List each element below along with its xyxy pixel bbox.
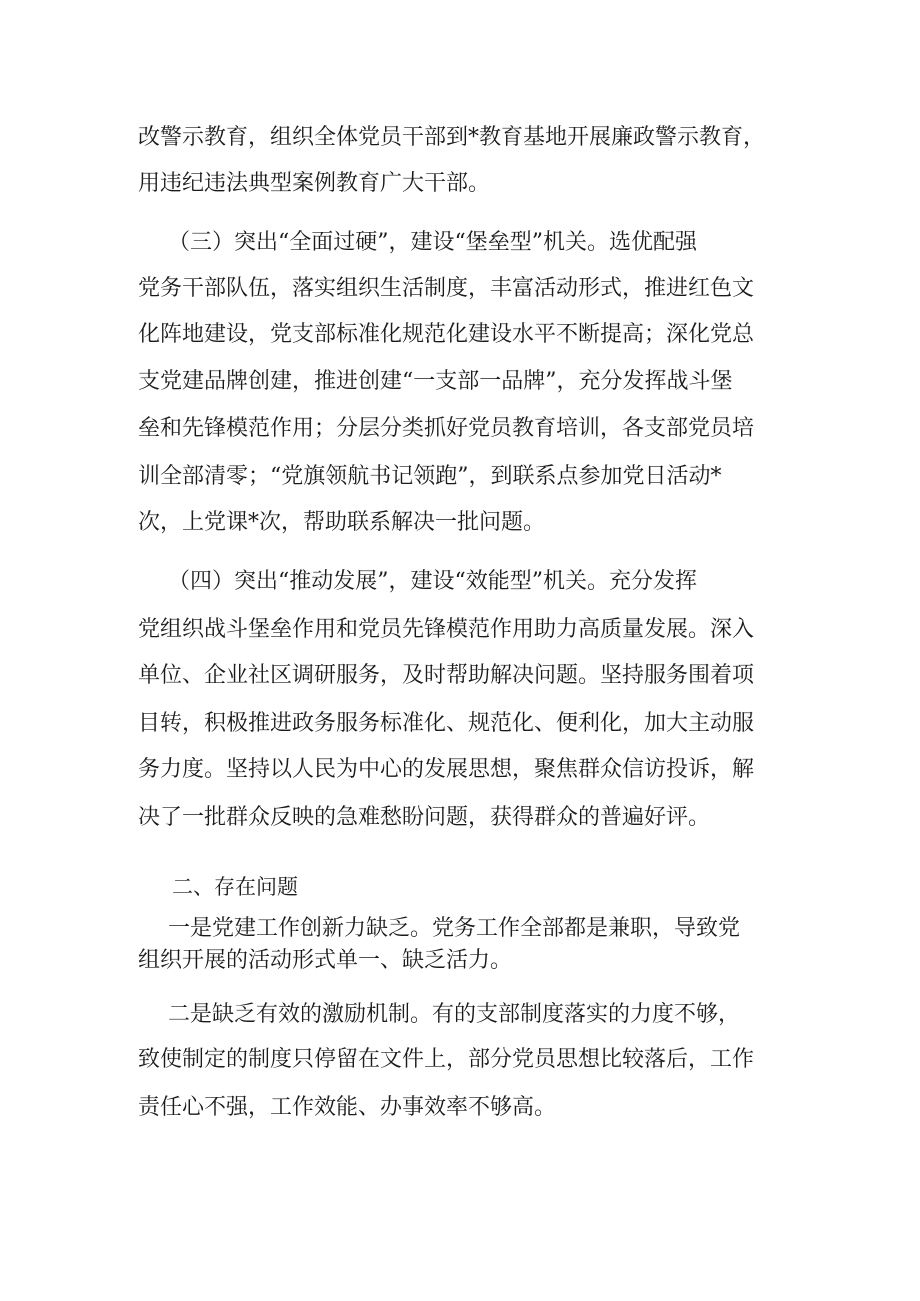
- text-line: （四）突出“推动发展”，建设“效能型”机关。充分发挥: [168, 569, 697, 594]
- text-line: 党组织战斗堡垒作用和党员先锋模范作用助力高质量发展。深入: [138, 617, 755, 642]
- text-line: 目转，积极推进政务服务标准化、规范化、便利化，加大主动服: [138, 711, 755, 736]
- text-line: 务力度。坚持以人民为中心的发展思想，聚焦群众信访投诉，解: [138, 757, 755, 782]
- text-line: 化阵地建设，党支部标准化规范化建设水平不断提高；深化党总: [138, 322, 755, 347]
- text-line: 党务干部队伍，落实组织生活制度，丰富活动形式，推进红色文: [138, 276, 755, 301]
- text-line: 改警示教育，组织全体党员干部到*教育基地开展廉政警示教育，: [138, 125, 766, 150]
- text-line: 单位、企业社区调研服务，及时帮助解决问题。坚持服务围着项: [138, 663, 755, 688]
- text-line: （三）突出“全面过硬”，建设“堡垒型”机关。选优配强: [168, 230, 697, 255]
- text-line: 次，上党课*次，帮助联系解决一批问题。: [138, 510, 546, 535]
- text-line: 责任心不强，工作效能、办事效率不够高。: [138, 1095, 557, 1120]
- text-line: 垒和先锋模范作用；分层分类抓好党员教育培训，各支部党员培: [138, 416, 755, 441]
- text-line: 一是党建工作创新力缺乏。党务工作全部都是兼职，导致党: [168, 916, 741, 941]
- text-line: 组织开展的活动形式单一、缺乏活力。: [138, 948, 513, 973]
- text-line: 支党建品牌创建，推进创建“一支部一品牌”，充分发挥战斗堡: [138, 369, 733, 394]
- text-line: 致使制定的制度只停留在文件上，部分党员思想比较落后，工作: [138, 1047, 755, 1072]
- text-line: 决了一批群众反映的急难愁盼问题，获得群众的普遍好评。: [138, 805, 711, 830]
- text-line: 二是缺乏有效的激励机制。有的支部制度落实的力度不够，: [168, 1002, 741, 1027]
- section-heading: 二、存在问题: [172, 875, 298, 899]
- text-line: 用违纪违法典型案例教育广大干部。: [138, 171, 491, 196]
- text-line: 训全部清零；“党旗领航书记领跑”，到联系点参加党日活动*: [138, 464, 722, 489]
